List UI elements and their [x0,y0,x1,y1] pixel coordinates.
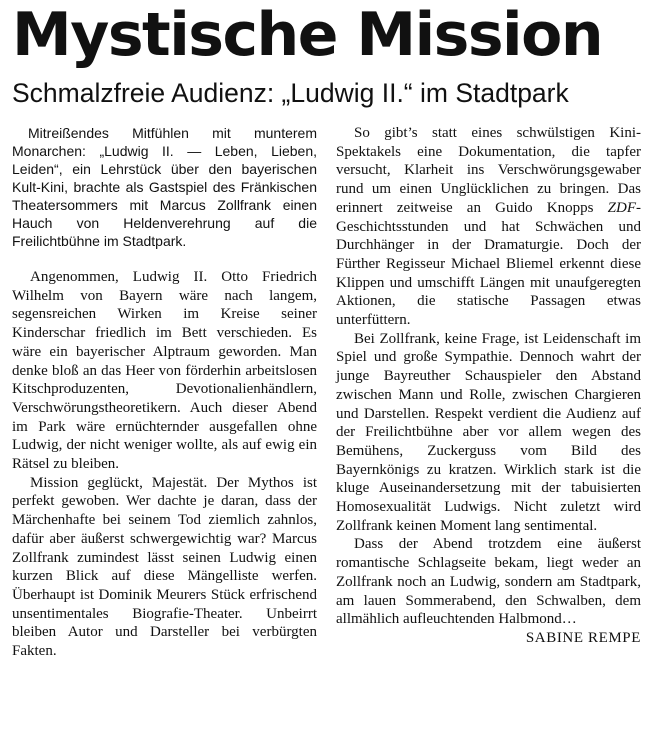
author-byline: SABINE REMPE [525,629,641,646]
headline: Mystische Mission [12,0,603,70]
column-right [336,124,641,648]
lead-gap [12,250,317,268]
body-paragraph-4: Bei Zollfrank, keine Frage, ist Leidenschaft im Spiel und große Sympathie. Dennoch wahrt der junge Bayreuther Schauspieler den Abstand zwischen Mann und Rolle, zwischen Chargieren und Darstellen. Respekt verdient die Audienz auf der Freilichtbühne aber vor allem wegen des Bemühens, Zuckerguss vom Bild des Bayernkönigs zu kratzen. Wirklich stark ist die kluge Auseinandersetzung mit der tabuisierten Homosexualität Ludwigs. Nicht zuletzt wird Zollfrank keinen Moment lang sentimental. [336,330,641,534]
column-left [12,124,317,661]
body-paragraph-3-end: -Geschichtsstunden und hat Schwächen und Durchhänger in der Dramaturgie. Doch der Fürther Regisseur Michael Bliemel erkennt diese Klippen und umschifft Längen mit unaufgeregten Aktionen, die statische Passagen etwas unterfüttern. [336,199,641,329]
subheadline: Schmalzfreie Audienz: „Ludwig II.“ im Stadtpark [12,78,569,108]
body-paragraph-3 [336,124,641,330]
byline-row [336,629,641,648]
body-paragraph-3-start: So gibt’s statt eines schwülstigen Kini-Spektakels eine Dokumentation, die tapfer versucht, Klarheit ins Verschwörungsgewaber rund um einen Unglücklichen zu bringen. Das erinnert zeitweise an Guido Knopps [336,125,641,216]
body-paragraph-1: Angenommen, Ludwig II. Otto Friedrich Wilhelm von Bayern wäre nach langem, segensreichen Wirken im Kreise seiner Kinderschar friedlich im Bett verschieden. Es wäre ein bayerischer Alptraum geworden. Man denke bloß an das Heer von förderhin arbeitslosen Kitschproduzenten, Devotionalienhändlern, Verschwörungstheoretikern. Auch dieser Abend im Park wäre ernüchternder ausgefallen ohne Ludwig, der nicht weniger wollte, als auf ewig ein Rätsel zu bleiben. [12,269,317,473]
lead-paragraph: Mitreißendes Mitfühlen mit munterem Monarchen: „Ludwig II. — Leben, Lieben, Leiden“, ein Lehrstück über den bayerischen Kult-Kini, brachte als Gastspiel des Fränkischen Theatersommers mit Marcus Zollfrank einen Hauch von Heldenverehrung auf die Freilichtbühne im Stadtpark. [12,125,317,249]
body-paragraph-2: Mission geglückt, Majestät. Der Mythos ist perfekt gewoben. Wer dachte je daran, dass der Märchenhafte bei seinem Tod ziemlich zahnlos, dafür aber äußerst schwergewichtig war? Marcus Zollfrank zumindest lässt seinen Ludwig einen kurzen Blick auf diese Mängelliste werfen. Überhaupt ist Dominik Meurers Stück erfrischend unsentimentales Biografie-Theater. Unbeirrt bleiben Autor und Darsteller bei verbürgten Fakten. [12,474,317,660]
zdf-text: ZDF [607,199,636,216]
body-paragraph-5: Dass der Abend trotzdem eine äußerst romantische Schlagseite bekam, liegt weder an Zollfrank noch an Ludwig, sondern am Stadtpark, am lauen Sommerabend, den Schwalben, dem allmählich aufleuchtenden Halbmond… [336,536,641,628]
